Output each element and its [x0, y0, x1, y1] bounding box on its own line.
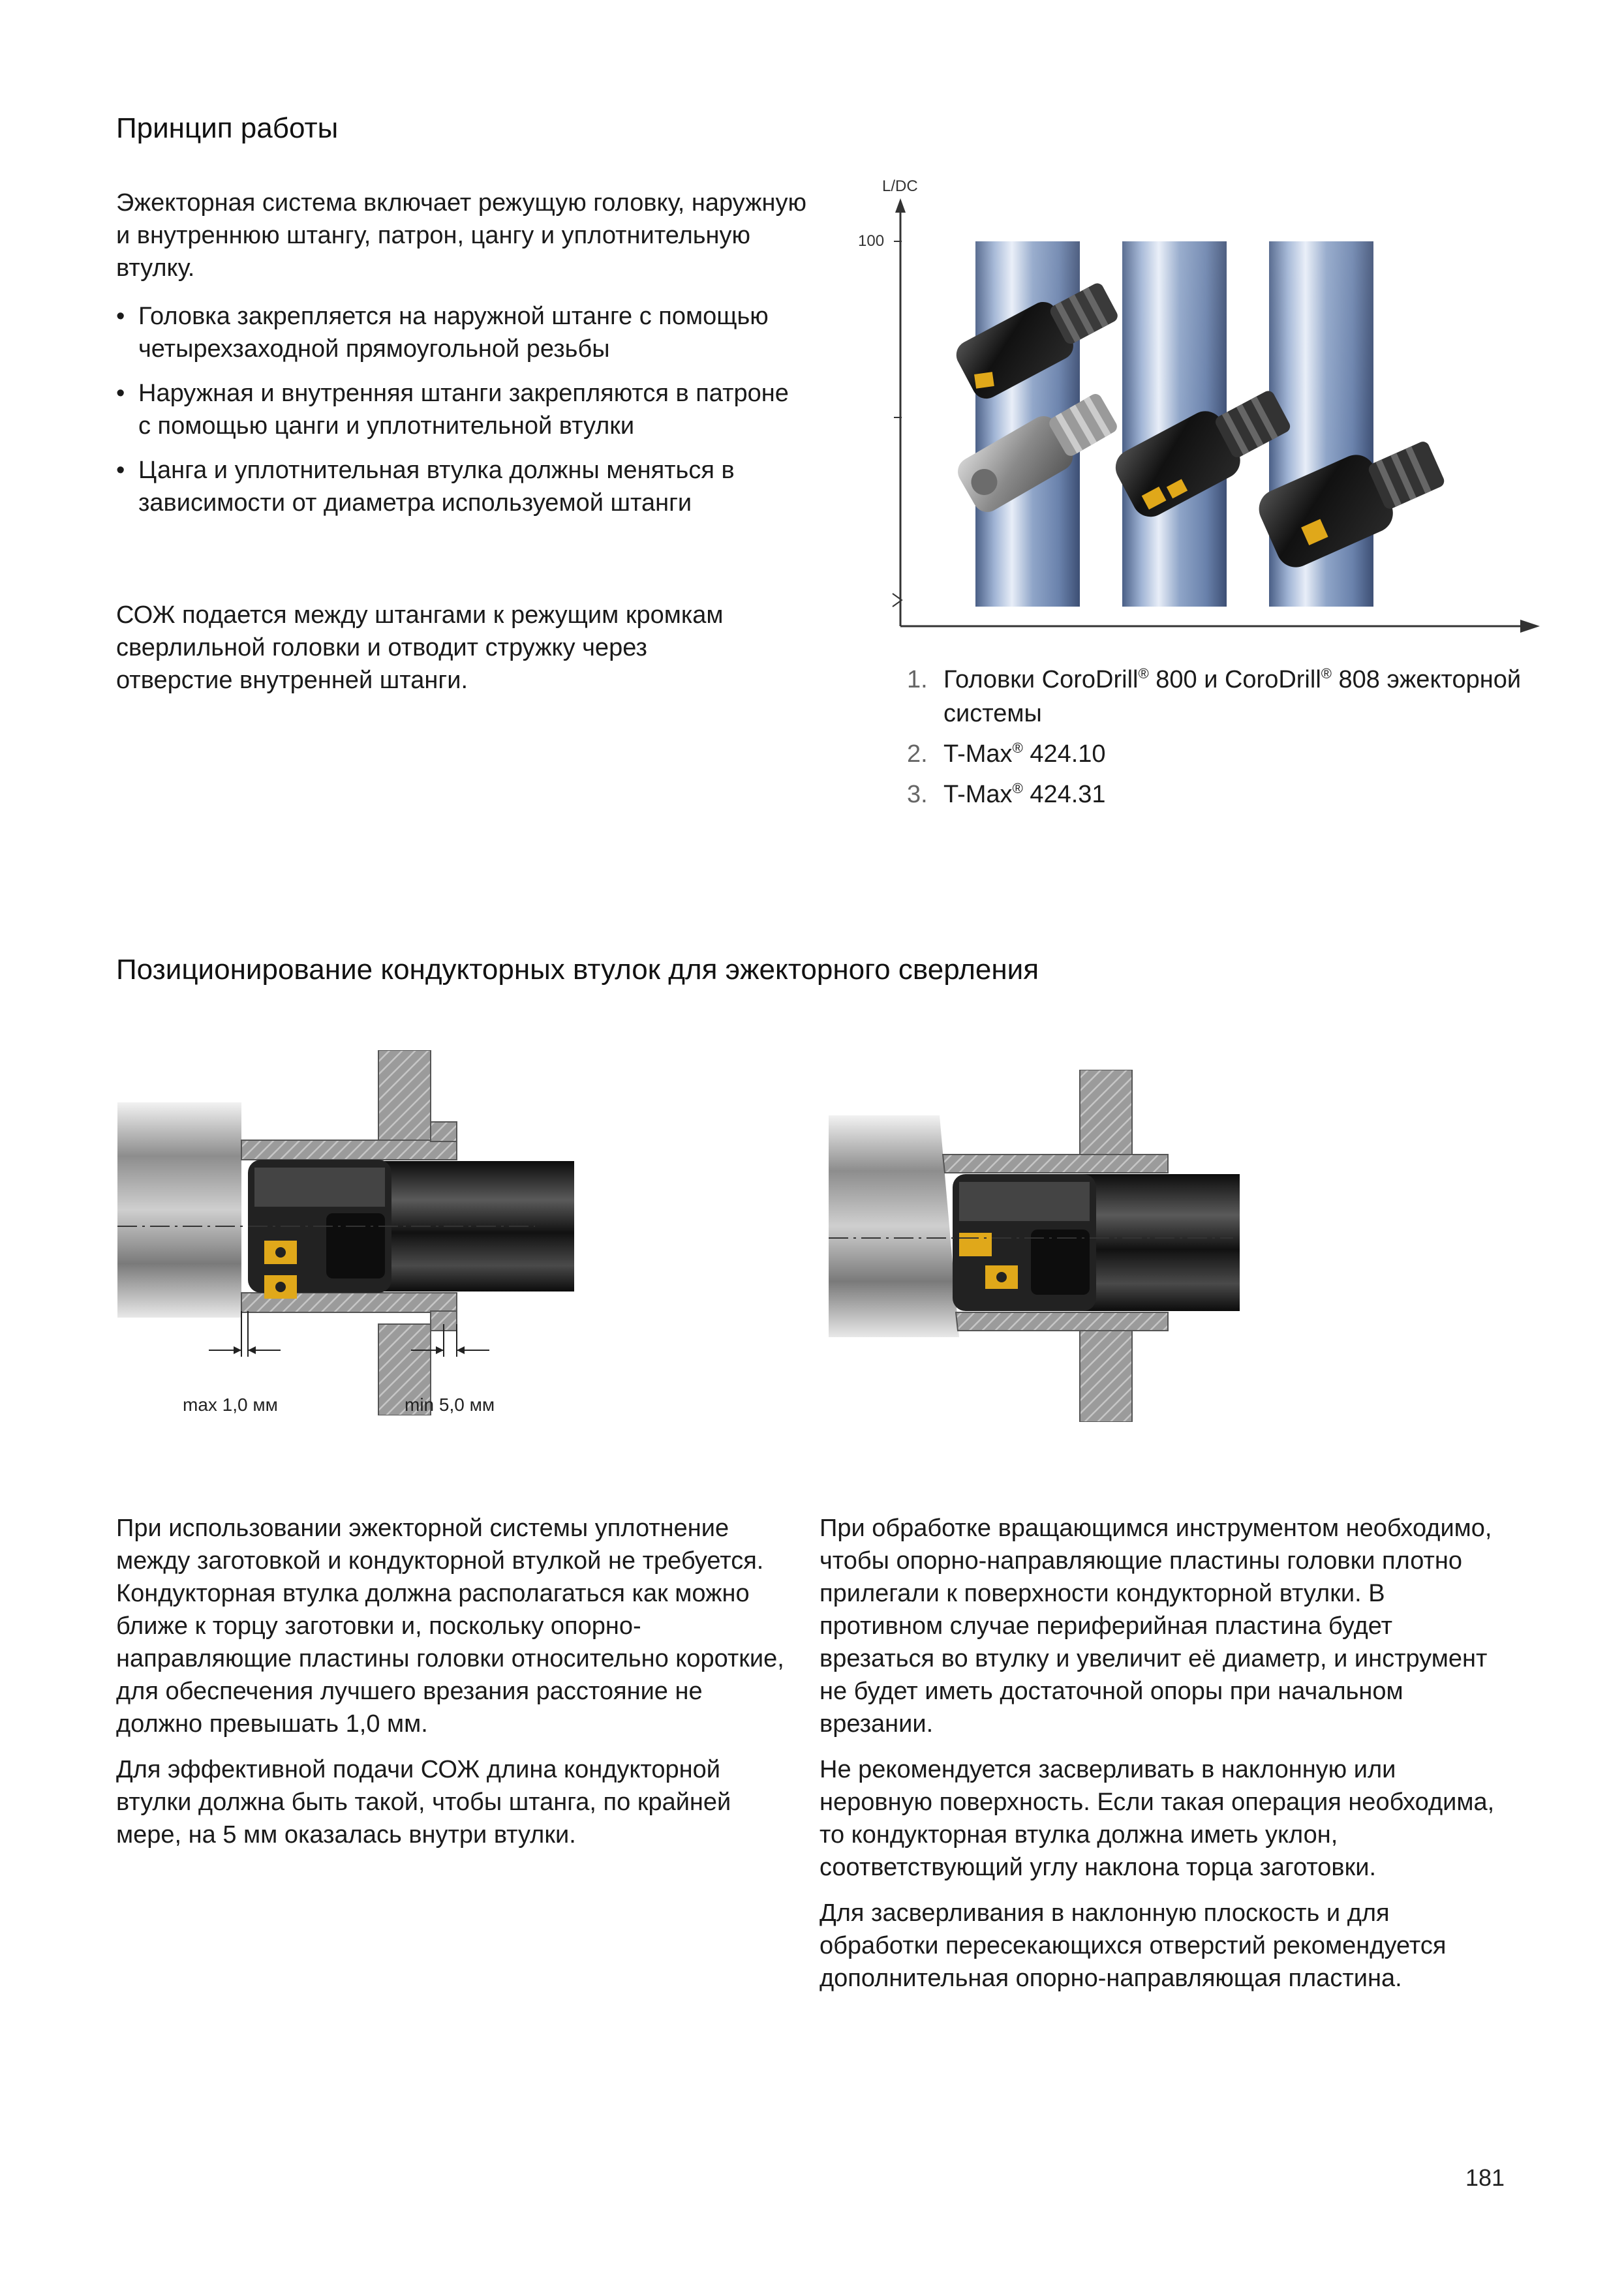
principle-bullets [116, 300, 808, 531]
section-title-principle: Принцип работы [116, 112, 339, 144]
coolant-text: СОЖ подается между штангами к режущим кромкам сверлильной головки и отводит стружку через отверстие внутренней штанги. [116, 601, 724, 694]
page-number: 181 [1465, 2164, 1505, 2191]
tool-range-figure [855, 176, 1546, 646]
bushing-diagram-left [117, 1050, 574, 1415]
y-axis-tick-100: 100 [858, 232, 885, 250]
legend-item-2: 2. T-Max® 424.10 [907, 740, 1106, 768]
bullet-item: • Головка закрепляется на наружной штанге с помощью четырехзаходной прямоугольной резьбы [116, 300, 808, 365]
legend-item-3: 3. T-Max® 424.31 [907, 780, 1106, 808]
guide-bushing [241, 1140, 457, 1160]
bullet-item: • Цанга и уплотнительная втулка должны меняться в зависимости от диаметра используемой штанги [116, 454, 808, 519]
right-paragraph-3: Для засверливания в наклонную плоскость и для обработки пересекающихся отверстий рекомендуется дополнительная опорно-направляющая пластина. [820, 1899, 1447, 1992]
legend-item-1: 1. Головки CoroDrill® 800 и CoroDrill® 808 эжекторной системы [907, 665, 1522, 727]
inclined-workpiece [829, 1115, 959, 1337]
left-paragraph-1: При использовании эжекторной системы уплотнение между заготовкой и кондукторной втулкой не требуется. Кондукторная втулка должна располагаться как можно ближе к торцу заготовки и, поскольку опорно-направляющие пластины головки относительно короткие, для обеспечения лучшего врезания расстояние не должно превышать 1,0 мм. [116, 1515, 784, 1738]
right-column-text [820, 1512, 1498, 2008]
left-paragraph-2: Для эффективной подачи СОЖ длина кондукторной втулки должна быть такой, чтобы штанга, по крайней мере, на 5 мм оказалась внутри втулки. [116, 1756, 731, 1849]
left-column-text [116, 1512, 795, 1864]
coolant-paragraph [116, 599, 769, 710]
dimension-min-label: min 5,0 мм [405, 1395, 495, 1415]
workpiece [117, 1102, 241, 1318]
section-title-positioning: Позиционирование кондукторных втулок для эжекторного сверления [116, 954, 1039, 986]
bushing-diagram-right [829, 1070, 1246, 1422]
y-axis-label: L/DC [882, 177, 918, 195]
right-paragraph-1: При обработке вращающимся инструментом необходимо, чтобы опорно-направляющие пластины головки плотно прилегали к поверхности кондукторной втулки. В противном случае периферийная пластина будет врезаться во втулку и увеличит её диаметр, и инструмент не будет иметь достаточной опоры при начальном врезании. [820, 1515, 1492, 1738]
bullet-item: • Наружная и внутренняя штанги закрепляются в патроне с помощью цанги и уплотнительной втулки [116, 377, 808, 442]
right-paragraph-2: Не рекомендуется засверливать в наклонную или неровную поверхность. Если такая операция необходима, то кондукторная втулка должна иметь уклон, соответствующий углу наклона торца заготовки. [820, 1756, 1495, 1881]
intro-text: Эжекторная система включает режущую головку, наружную и внутреннюю штангу, патрон, цангу и уплотнительную втулку. [116, 189, 807, 282]
dimension-max-label: max 1,0 мм [183, 1395, 278, 1415]
figure1-legend [907, 663, 1533, 818]
intro-paragraph [116, 187, 821, 297]
